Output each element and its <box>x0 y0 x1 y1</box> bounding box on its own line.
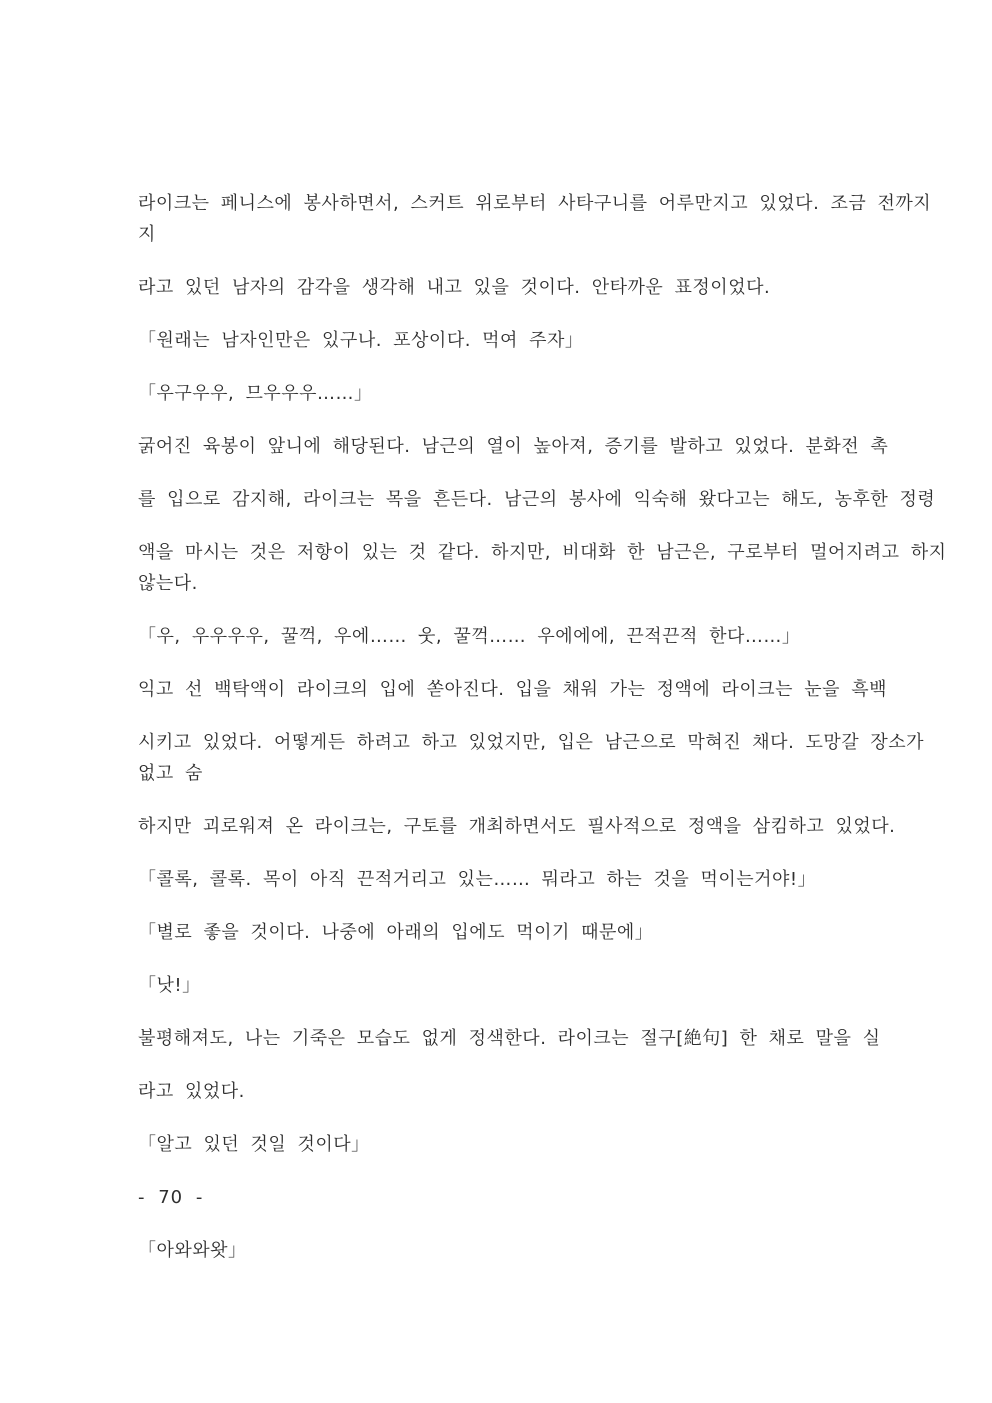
paragraph <box>138 970 902 1001</box>
text-line: 시키고 있었다. 어떻게든 하려고 하고 있었지만, 입은 남근으로 막혀진 채다. 도망갈 장소가 <box>138 732 925 753</box>
dialogue-line: 「낫!」 <box>138 975 201 996</box>
paragraph <box>138 621 902 652</box>
paragraph <box>138 325 902 356</box>
text-line: 익고 선 백탁액이 라이크의 입에 쏟아진다. 입을 채워 가는 정액에 라이크는 눈을 흑백 <box>138 679 888 700</box>
paragraph <box>138 537 947 599</box>
text-line: 불평해져도, 나는 기죽은 모습도 없게 정색한다. 라이크는 절구[絶句] 한 채로 말을 실 <box>138 1028 881 1049</box>
paragraph <box>138 1235 902 1266</box>
text-line: 굵어진 육봉이 앞니에 해당된다. 남근의 열이 높아져, 증기를 발하고 있었다. 분화전 촉 <box>138 436 889 457</box>
dialogue-line: 「원래는 남자인만은 있구나. 포상이다. 먹여 주자」 <box>138 330 584 351</box>
paragraph <box>138 431 902 462</box>
dialogue-line: 「콜록, 콜록. 목이 아직 끈적거리고 있는…… 뭐라고 하는 것을 먹이는거야!」 <box>138 869 817 890</box>
paragraph <box>138 727 925 789</box>
paragraph <box>138 272 902 303</box>
paragraph <box>138 1182 902 1213</box>
dialogue-line: 「우, 우우우우, 꿀꺽, 우에…… 웃, 꿀꺽…… 우에에에, 끈적끈적 한다……」 <box>138 626 801 647</box>
text-line: 를 입으로 감지해, 라이크는 목을 흔든다. 남근의 봉사에 익숙해 왔다고는 해도, 농후한 정령 <box>138 489 936 510</box>
text-line: 지 <box>138 224 156 245</box>
text-line: 라이크는 페니스에 봉사하면서, 스커트 위로부터 사타구니를 어루만지고 있었다. 조금 전까지 <box>138 193 932 214</box>
dialogue-line: 「알고 있던 것일 것이다」 <box>138 1134 370 1155</box>
paragraph <box>138 811 902 842</box>
dialogue-line: 「아와와왓」 <box>138 1240 247 1261</box>
text-line: 액을 마시는 것은 저항이 있는 것 같다. 하지만, 비대화 한 남근은, 구로부터 멀어지려고 하지 <box>138 542 947 563</box>
text-line: 않는다. <box>138 573 198 594</box>
dialogue-line: 「별로 좋을 것이다. 나중에 아래의 입에도 먹이기 때문에」 <box>138 922 654 943</box>
paragraph <box>138 674 902 705</box>
paragraph <box>138 1023 902 1054</box>
text-line: 라고 있던 남자의 감각을 생각해 내고 있을 것이다. 안타까운 표정이었다. <box>138 277 771 298</box>
page-number: - 70 - <box>138 1187 204 1208</box>
paragraph <box>138 864 902 895</box>
paragraph <box>138 188 932 250</box>
text-line: 없고 숨 <box>138 763 203 784</box>
text-line: 하지만 괴로워져 온 라이크는, 구토를 개최하면서도 필사적으로 정액을 삼킴하고 있었다. <box>138 816 896 837</box>
paragraph <box>138 484 936 515</box>
dialogue-line: 「우구우우, 므우우우……」 <box>138 383 373 404</box>
paragraph <box>138 1129 902 1160</box>
text-line: 라고 있었다. <box>138 1081 245 1102</box>
paragraph <box>138 917 902 948</box>
paragraph <box>138 1076 902 1107</box>
paragraph <box>138 378 902 409</box>
